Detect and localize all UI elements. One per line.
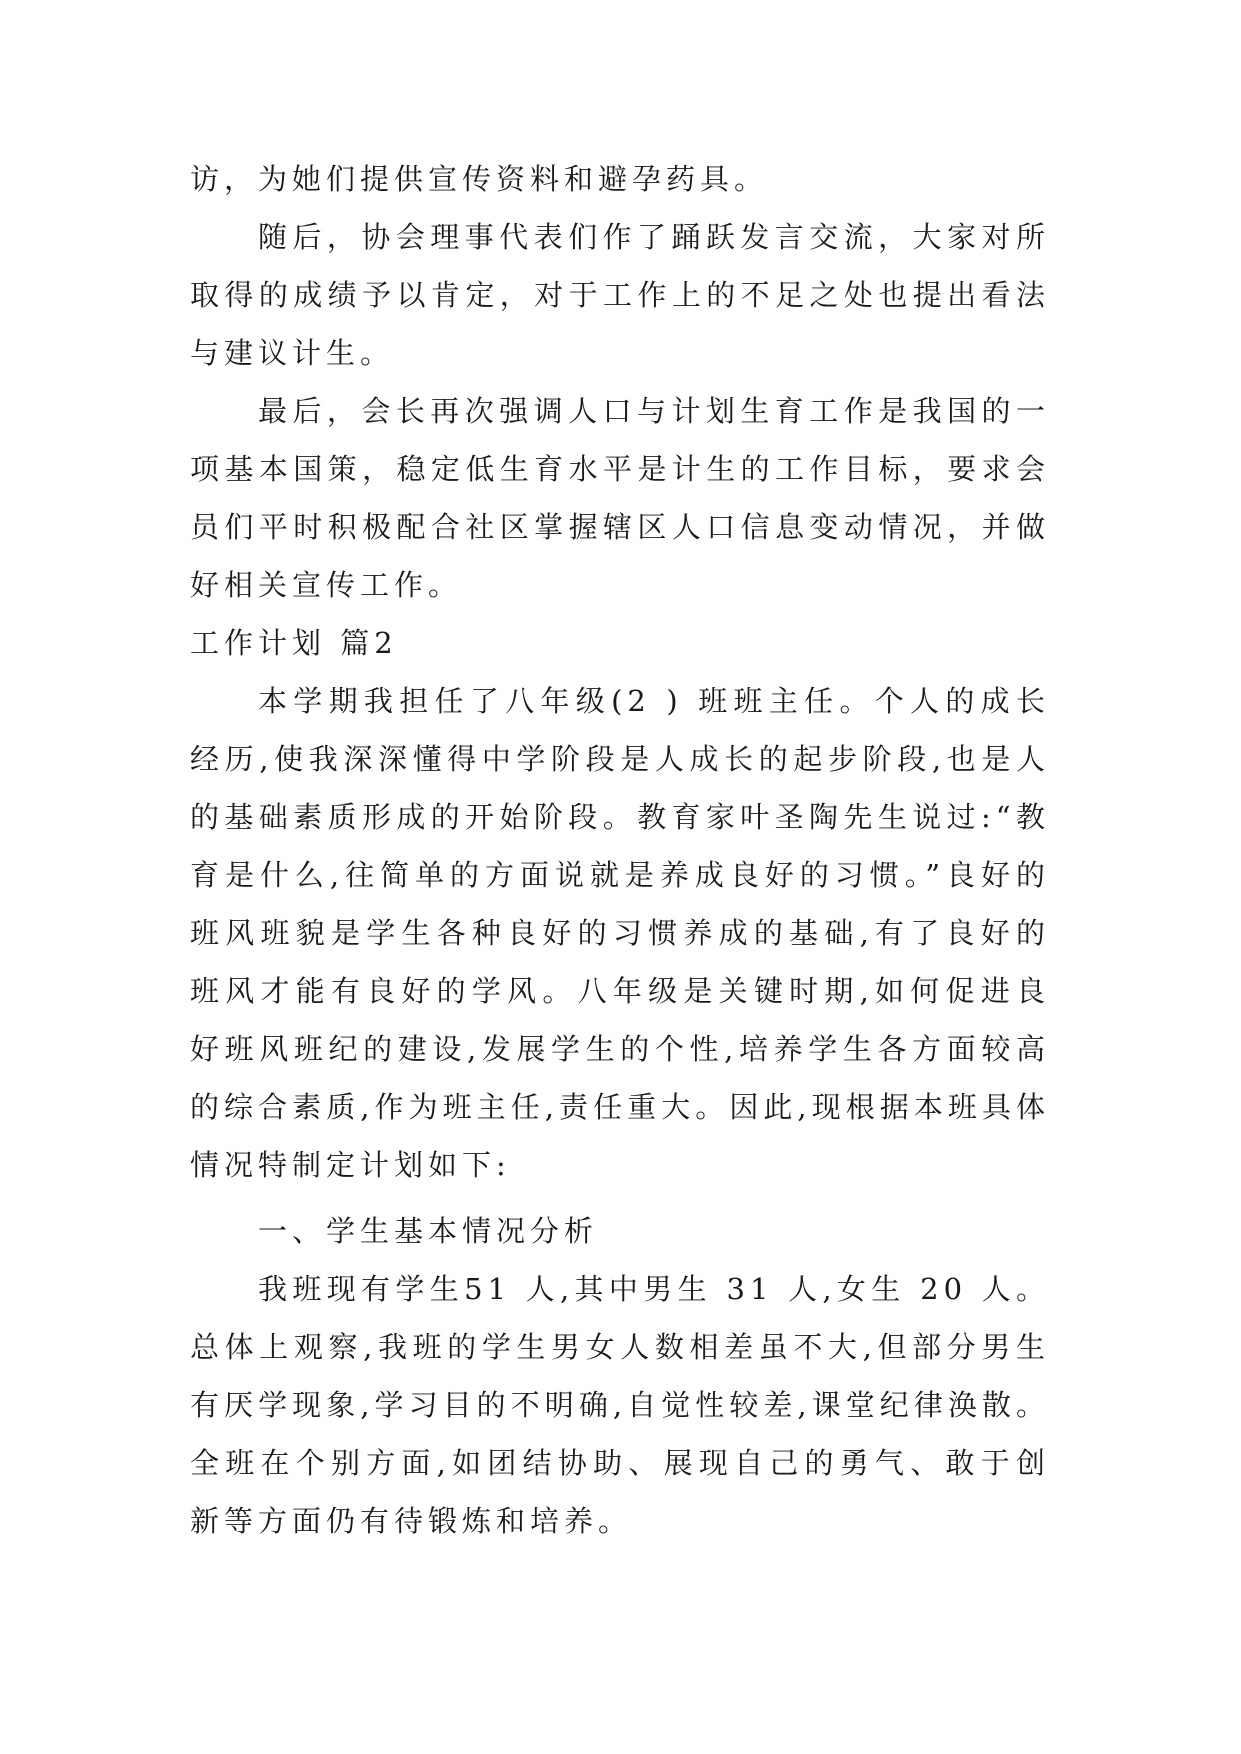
- paragraph-student-analysis: 我班现有学生51 人,其中男生 31 人,女生 20 人。总体上观察,我班的学生男女人数相差虽不大,但部分男生有厌学现象,学习目的不明确,自觉性较差,课堂纪律涣散。全班在个别方面,如团结协助、展现自己的勇气、敢于创新等方面仍有待锻炼和培养。: [190, 1272, 1050, 1538]
- paragraph-closing: 最后，会长再次强调人口与计划生育工作是我国的一项基本国策，稳定低生育水平是计生的工作目标，要求会员们平时积极配合社区掌握辖区人口信息变动情况，并做好相关宣传工作。: [190, 394, 1050, 602]
- document-page: [190, 150, 1050, 1550]
- paragraph-intro: 本学期我担任了八年级(2 ) 班班主任。个人的成长经历,使我深深懂得中学阶段是人成长的起步阶段,也是人的基础素质形成的开始阶段。教育家叶圣陶先生说过:“教育是什么,往简单的方面说就是养成良好的习惯。”良好的班风班貌是学生各种良好的习惯养成的基础,有了良好的班风才能有良好的学风。八年级是关键时期,如何促进良好班风班纪的建设,发展学生的个性,培养学生各方面较高的综合素质,作为班主任,责任重大。因此,现根据本班具体情况特制定计划如下:: [190, 684, 1050, 1182]
- subsection-heading: 一、学生基本情况分析: [258, 1214, 599, 1248]
- section-title: 工作计划 篇2: [190, 626, 398, 660]
- paragraph-continuation: 访，为她们提供宣传资料和避孕药具。: [190, 162, 769, 196]
- paragraph-discussion: 随后，协会理事代表们作了踊跃发言交流，大家对所取得的成绩予以肯定，对于工作上的不足之处也提出看法与建议计生。: [190, 220, 1050, 370]
